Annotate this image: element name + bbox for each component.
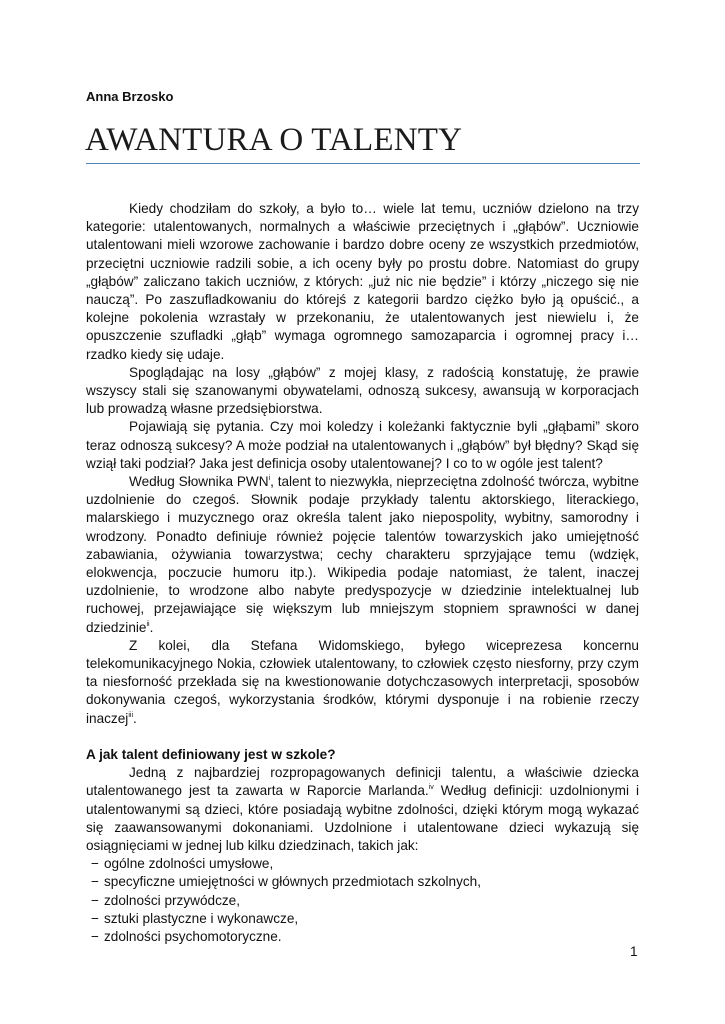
dash-bullet: − xyxy=(91,892,99,908)
paragraph-5-text-b: . xyxy=(133,710,137,726)
list-item xyxy=(91,910,639,928)
footnote-ref-ii: ii xyxy=(146,620,150,628)
title-underline xyxy=(86,163,640,164)
list-item-text: zdolności psychomotoryczne. xyxy=(104,928,282,944)
section-heading: A jak talent definiowany jest w szkole? xyxy=(86,746,336,762)
document-body xyxy=(86,200,639,946)
footnote-ref-i: i xyxy=(268,475,271,483)
list-item xyxy=(91,892,639,910)
paragraph-5 xyxy=(86,637,639,728)
talent-domains-list xyxy=(86,855,639,946)
dash-bullet: − xyxy=(91,874,99,890)
paragraph-6-text-a: Jedną z najbardziej rozpropagowanych definicji talentu, a właściwie dziecka utalentowanego jest ta zawarta w Raporcie Marlanda. xyxy=(86,765,639,799)
list-item-text: zdolności przywódcze, xyxy=(104,892,240,908)
dash-bullet: − xyxy=(91,856,99,872)
paragraph-5-text-a: Z kolei, dla Stefana Widomskiego, byłego wiceprezesa koncernu telekomunikacyjnego Nokia, człowiek utalentowany, to człowiek często niesforny, przy czym ta niesforność przekłada się na kwestionowanie dotychczasowych interpretacji, sposobów dokonywania czegoś, wykorzystania środków, którymi dysponuje i na robienie rzeczy inaczej xyxy=(86,637,639,726)
footnote-ref-iii: iii xyxy=(128,711,133,719)
footnote-ref-iv: iv xyxy=(428,784,434,792)
document-title: AWANTURA O TALENTY xyxy=(85,122,463,158)
page-number: 1 xyxy=(630,944,638,959)
paragraph-4-text-c: . xyxy=(149,619,154,635)
paragraph-6-text-b: Według definicji: uzdolnionymi i utalentowanymi są dzieci, które posiadają wybitne zdolności, dzięki którym mogą wykazać się zaawansowanymi dokonaniami. Uzdolnione i utalentowane dzieci wykazują się osiągnięciami w jednej lub kilku dziedzinach, takich jak: xyxy=(86,783,639,853)
paragraph-3: Pojawiają się pytania. Czy moi koledzy i koleżanki faktycznie byli „głąbami” skoro teraz odnoszą sukcesy? A może podział na utalentowanych i „głąbów” był błędny? Skąd się wziął taki podział? Jaka jest definicja osoby utalentowanej? I co to w ogóle jest talent? xyxy=(86,419,639,471)
paragraph-4 xyxy=(86,473,639,637)
list-item-text: sztuki plastyczne i wykonawcze, xyxy=(104,910,299,926)
list-item xyxy=(91,873,639,891)
dash-bullet: − xyxy=(91,910,99,926)
list-item-text: ogólne zdolności umysłowe, xyxy=(104,856,274,872)
paragraph-4-text-a: Według Słownika PWN xyxy=(129,474,269,490)
author-name: Anna Brzosko xyxy=(86,89,174,104)
dash-bullet: − xyxy=(91,928,99,944)
paragraph-4-text-b: , talent to niezwykła, nieprzeciętna zdolność twórcza, wybitne uzdolnienie do czegoś. Słownik podaje przykłady talentu aktorskiego, literackiego, malarskiego i muzycznego oraz określa talent jako niepospolity, wybitny, samorodny i wrodzony. Ponadto definiuje również pojęcie talentów towarzyskich jako umiejętność zabawiania, ożywiania towarzystwa; cechy charakteru sprzyjające temu (wdzięk, elokwencja, poczucie humoru itp.). Wikipedia podaje natomiast, że talent, inaczej uzdolnienie, to wrodzone albo nabyte predyspozycje w dziedzinie intelektualnej lub ruchowej, przejawiające się większym lub mniejszym stopniem sprawności w danej dziedzinie xyxy=(86,474,639,635)
list-item xyxy=(91,928,639,946)
list-item-text: specyficzne umiejętności w głównych przedmiotach szkolnych, xyxy=(104,874,482,890)
paragraph-6 xyxy=(86,764,639,855)
list-item xyxy=(91,855,639,873)
paragraph-1: Kiedy chodziłam do szkoły, a było to… wiele lat temu, uczniów dzielono na trzy kategorie: utalentowanych, normalnych a właściwie przeciętnych i „głąbów”. Uczniowie utalentowani mieli wzorowe zachowanie i bardzo dobre oceny ze wszystkich przedmiotów, przeciętni uczniowie radzili sobie, a ich oceny były po prostu dobre. Natomiast do grupy „głąbów” zaliczano takich uczniów, z których: „już nic nie będzie” i którzy „niczego się nie nauczą”. Po zaszufladkowaniu do którejś z kategorii bardzo ciężko było ją opuścić., a kolejne pokolenia wzrastały w przekonaniu, że utalentowanych jest niewielu i, że opuszczenie szufladki „głąb” wymaga ogromnego samozaparcia i ogromnej pracy i… rzadko kiedy się udaje. xyxy=(86,201,639,362)
paragraph-2: Spoglądając na losy „głąbów” z mojej klasy, z radością konstatuję, że prawie wszyscy stali się szanowanymi obywatelami, odnoszą sukcesy, awansują w korporacjach lub prowadzą własne przedsiębiorstwa. xyxy=(86,364,639,417)
